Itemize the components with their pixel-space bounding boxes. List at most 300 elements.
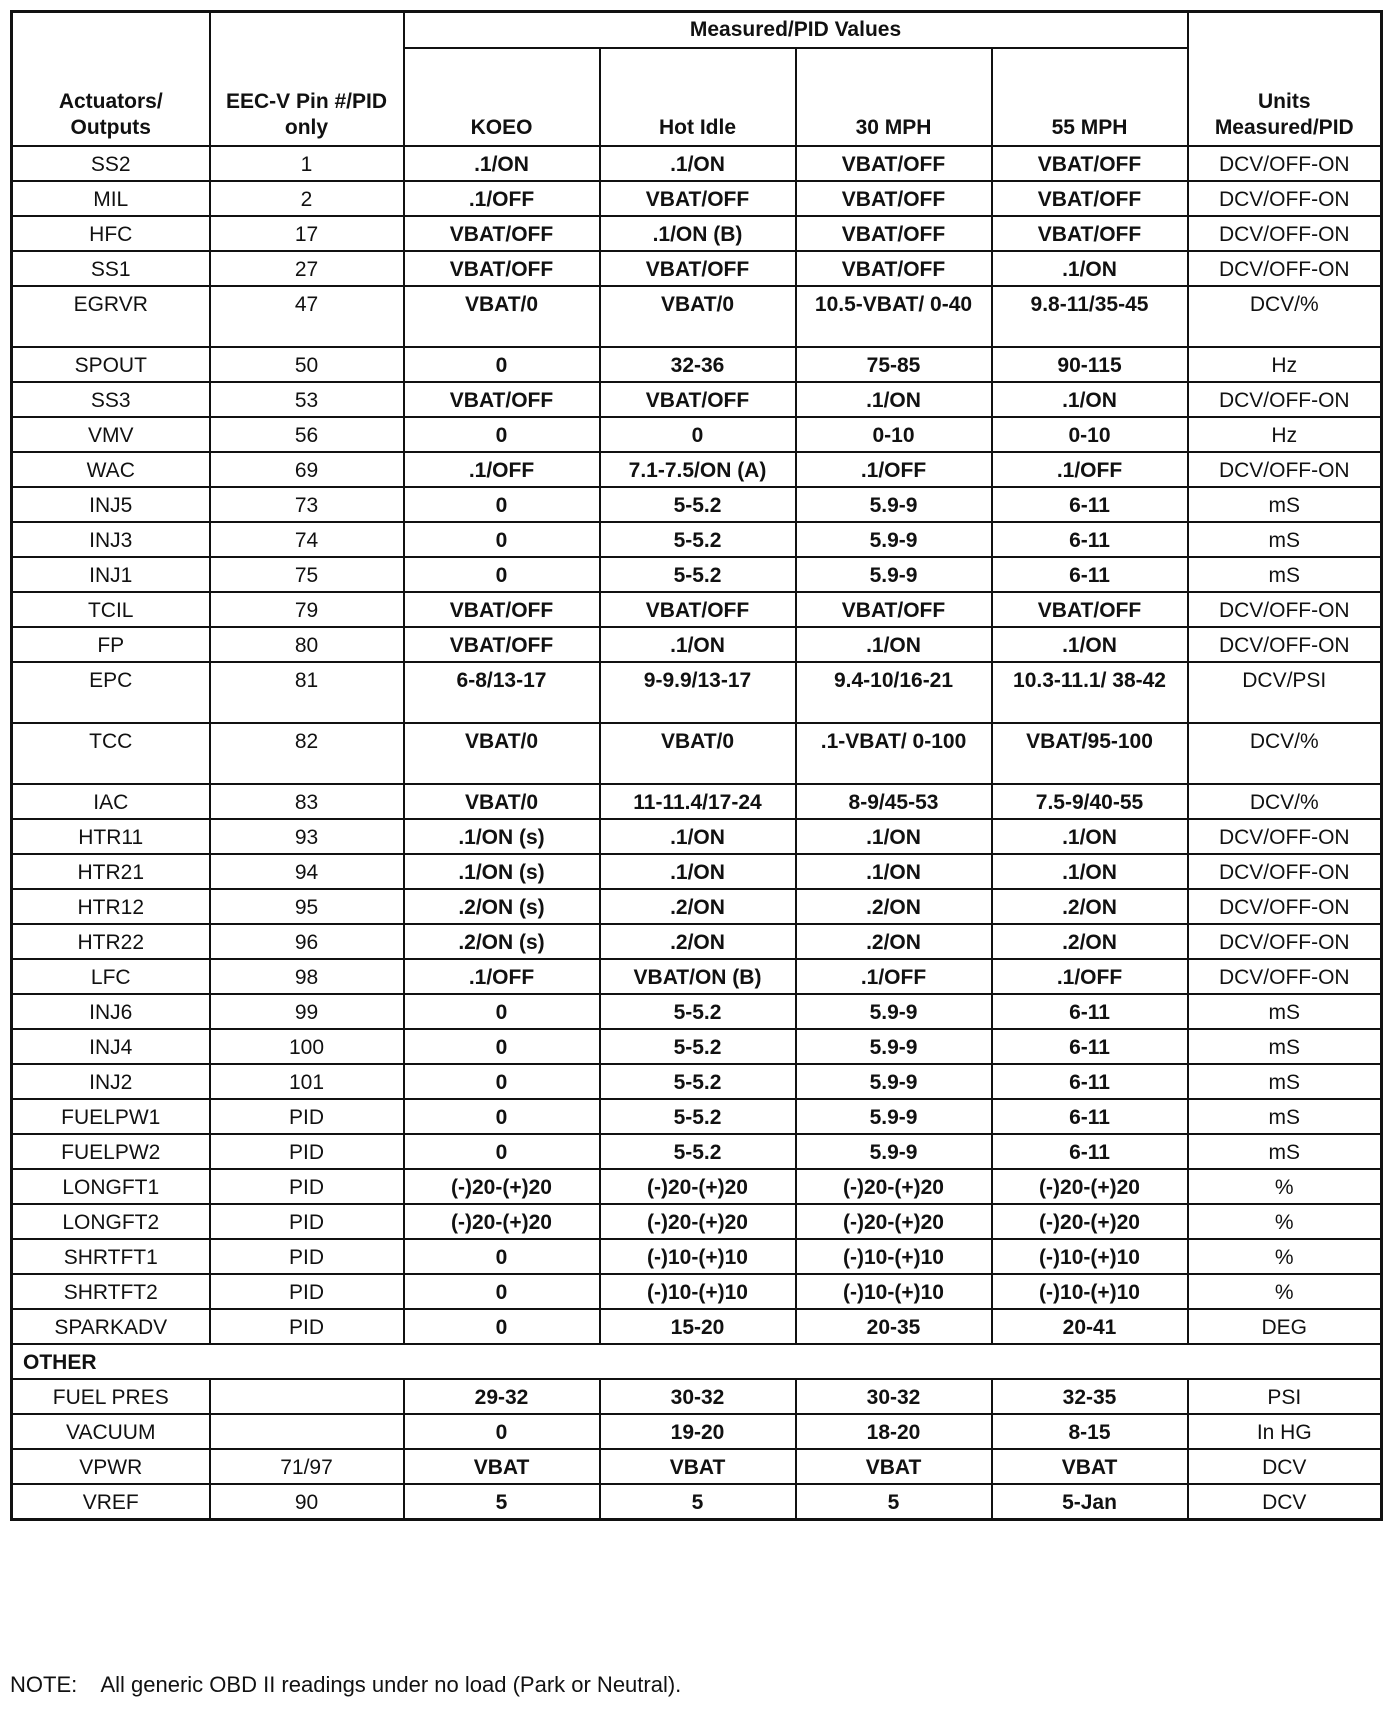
table-row — [12, 1309, 1382, 1344]
mph55-cell: (-)10-(+)10 — [992, 1274, 1188, 1309]
units-cell: mS — [1188, 994, 1382, 1029]
mph55-cell: 6-11 — [992, 1099, 1188, 1134]
table-body — [12, 146, 1382, 1520]
koeo-cell: 0 — [404, 417, 600, 452]
mph30-cell: 5.9-9 — [796, 1064, 992, 1099]
actuator-cell: INJ3 — [12, 522, 210, 557]
mph55-cell: 6-11 — [992, 1064, 1188, 1099]
koeo-cell: .1/OFF — [404, 181, 600, 216]
mph55-cell: .1/OFF — [992, 959, 1188, 994]
koeo-cell: VBAT/0 — [404, 784, 600, 819]
units-cell: DCV/OFF-ON — [1188, 452, 1382, 487]
pin-cell: 79 — [210, 592, 404, 627]
mph30-cell: VBAT/OFF — [796, 146, 992, 181]
units-cell: DCV — [1188, 1484, 1382, 1520]
pin-cell: PID — [210, 1274, 404, 1309]
units-cell: % — [1188, 1274, 1382, 1309]
pin-cell: 94 — [210, 854, 404, 889]
pin-cell: PID — [210, 1169, 404, 1204]
units-cell: DCV/OFF-ON — [1188, 216, 1382, 251]
mph30-cell: .1/OFF — [796, 959, 992, 994]
units-cell: In HG — [1188, 1414, 1382, 1449]
actuator-cell: FUEL PRES — [12, 1379, 210, 1414]
koeo-cell: VBAT/OFF — [404, 216, 600, 251]
mph55-cell: 6-11 — [992, 1134, 1188, 1169]
hot-idle-cell: 5-5.2 — [600, 994, 796, 1029]
pin-cell: PID — [210, 1309, 404, 1344]
koeo-cell: 0 — [404, 994, 600, 1029]
koeo-cell: 0 — [404, 522, 600, 557]
pin-cell — [210, 1414, 404, 1449]
header-pin: EEC-V Pin #/PID only — [210, 12, 404, 147]
koeo-cell: 0 — [404, 1064, 600, 1099]
mph30-cell: 30-32 — [796, 1379, 992, 1414]
hot-idle-cell: VBAT/ON (B) — [600, 959, 796, 994]
mph30-cell: 5.9-9 — [796, 994, 992, 1029]
actuator-cell: SS1 — [12, 251, 210, 286]
mph30-cell: VBAT/OFF — [796, 181, 992, 216]
table-row — [12, 1134, 1382, 1169]
pin-cell: PID — [210, 1239, 404, 1274]
mph30-cell: VBAT/OFF — [796, 216, 992, 251]
mph30-cell: 5 — [796, 1484, 992, 1520]
koeo-cell: .1/ON (s) — [404, 854, 600, 889]
mph30-cell: 20-35 — [796, 1309, 992, 1344]
koeo-cell: 0 — [404, 1239, 600, 1274]
hot-idle-cell: (-)10-(+)10 — [600, 1274, 796, 1309]
pin-cell: 81 — [210, 662, 404, 723]
mph55-cell: 6-11 — [992, 522, 1188, 557]
table-row — [12, 216, 1382, 251]
actuator-cell: FUELPW2 — [12, 1134, 210, 1169]
mph55-cell: 0-10 — [992, 417, 1188, 452]
table-row — [12, 146, 1382, 181]
actuator-cell: SS2 — [12, 146, 210, 181]
hot-idle-cell: .1/ON — [600, 819, 796, 854]
units-cell: mS — [1188, 1029, 1382, 1064]
pin-cell: 100 — [210, 1029, 404, 1064]
pin-cell: 53 — [210, 382, 404, 417]
mph30-cell: (-)10-(+)10 — [796, 1274, 992, 1309]
hot-idle-cell: .2/ON — [600, 889, 796, 924]
table-row — [12, 347, 1382, 382]
actuator-cell: HTR22 — [12, 924, 210, 959]
units-cell: DCV/OFF-ON — [1188, 382, 1382, 417]
pin-cell: 69 — [210, 452, 404, 487]
actuator-cell: VMV — [12, 417, 210, 452]
mph55-cell: (-)10-(+)10 — [992, 1239, 1188, 1274]
koeo-cell: 0 — [404, 1414, 600, 1449]
hot-idle-cell: (-)20-(+)20 — [600, 1169, 796, 1204]
actuator-cell: HTR21 — [12, 854, 210, 889]
koeo-cell: 0 — [404, 487, 600, 522]
hot-idle-cell: 7.1-7.5/ON (A) — [600, 452, 796, 487]
header-hot-idle: Hot Idle — [600, 48, 796, 146]
mph55-cell: 32-35 — [992, 1379, 1188, 1414]
table-row — [12, 382, 1382, 417]
table-row — [12, 959, 1382, 994]
pin-cell: PID — [210, 1204, 404, 1239]
mph55-cell: .1/OFF — [992, 452, 1188, 487]
mph55-cell: .1/ON — [992, 819, 1188, 854]
pin-cell: 74 — [210, 522, 404, 557]
actuator-cell: FUELPW1 — [12, 1099, 210, 1134]
mph30-cell: .1/ON — [796, 627, 992, 662]
koeo-cell: .2/ON (s) — [404, 924, 600, 959]
table-row — [12, 251, 1382, 286]
actuator-cell: INJ4 — [12, 1029, 210, 1064]
units-cell: mS — [1188, 487, 1382, 522]
mph55-cell: (-)20-(+)20 — [992, 1169, 1188, 1204]
pin-cell: 73 — [210, 487, 404, 522]
koeo-cell: VBAT/OFF — [404, 627, 600, 662]
table-row — [12, 924, 1382, 959]
table-row — [12, 592, 1382, 627]
actuator-cell: INJ2 — [12, 1064, 210, 1099]
hot-idle-cell: 11-11.4/17-24 — [600, 784, 796, 819]
actuator-cell: LONGFT2 — [12, 1204, 210, 1239]
table-row — [12, 1414, 1382, 1449]
hot-idle-cell: 5 — [600, 1484, 796, 1520]
table-row — [12, 627, 1382, 662]
mph55-cell: VBAT/OFF — [992, 146, 1188, 181]
koeo-cell: 0 — [404, 1134, 600, 1169]
actuator-cell: TCC — [12, 723, 210, 784]
pin-cell: 83 — [210, 784, 404, 819]
actuator-cell: VREF — [12, 1484, 210, 1520]
koeo-cell: VBAT — [404, 1449, 600, 1484]
table-row — [12, 723, 1382, 784]
table-row — [12, 1099, 1382, 1134]
actuator-cell: HFC — [12, 216, 210, 251]
koeo-cell: VBAT/0 — [404, 723, 600, 784]
mph55-cell: 6-11 — [992, 1029, 1188, 1064]
units-cell: % — [1188, 1169, 1382, 1204]
koeo-cell: 5 — [404, 1484, 600, 1520]
mph30-cell: .2/ON — [796, 924, 992, 959]
mph55-cell: 6-11 — [992, 487, 1188, 522]
koeo-cell: (-)20-(+)20 — [404, 1204, 600, 1239]
table-row — [12, 889, 1382, 924]
hot-idle-cell: 0 — [600, 417, 796, 452]
koeo-cell: .1/OFF — [404, 452, 600, 487]
table-row — [12, 1484, 1382, 1520]
mph30-cell: 5.9-9 — [796, 1134, 992, 1169]
table-row — [12, 1379, 1382, 1414]
mph55-cell: VBAT/95-100 — [992, 723, 1188, 784]
units-cell: % — [1188, 1239, 1382, 1274]
koeo-cell: 6-8/13-17 — [404, 662, 600, 723]
koeo-cell: VBAT/OFF — [404, 382, 600, 417]
units-cell: DCV/OFF-ON — [1188, 146, 1382, 181]
mph30-cell: 10.5-VBAT/ 0-40 — [796, 286, 992, 347]
mph55-cell: 7.5-9/40-55 — [992, 784, 1188, 819]
pin-cell: 101 — [210, 1064, 404, 1099]
table-row — [12, 1064, 1382, 1099]
actuator-cell: INJ1 — [12, 557, 210, 592]
actuator-cell: INJ5 — [12, 487, 210, 522]
units-cell: DCV/OFF-ON — [1188, 889, 1382, 924]
koeo-cell: VBAT/OFF — [404, 592, 600, 627]
table-row — [12, 819, 1382, 854]
units-cell: mS — [1188, 1099, 1382, 1134]
actuator-cell: INJ6 — [12, 994, 210, 1029]
mph55-cell: VBAT/OFF — [992, 216, 1188, 251]
koeo-cell: .1/OFF — [404, 959, 600, 994]
mph30-cell: .1/ON — [796, 819, 992, 854]
mph55-cell: .2/ON — [992, 924, 1188, 959]
actuator-cell: EGRVR — [12, 286, 210, 347]
mph30-cell: VBAT/OFF — [796, 251, 992, 286]
pin-cell: PID — [210, 1134, 404, 1169]
actuator-cell: FP — [12, 627, 210, 662]
table-row — [12, 1239, 1382, 1274]
mph55-cell: VBAT/OFF — [992, 181, 1188, 216]
units-cell: mS — [1188, 557, 1382, 592]
table-row — [12, 662, 1382, 723]
units-cell: Hz — [1188, 347, 1382, 382]
mph55-cell: 5-Jan — [992, 1484, 1188, 1520]
units-cell: DCV/OFF-ON — [1188, 592, 1382, 627]
hot-idle-cell: .1/ON — [600, 854, 796, 889]
units-cell: DCV/% — [1188, 784, 1382, 819]
pin-cell: 95 — [210, 889, 404, 924]
actuator-cell: SS3 — [12, 382, 210, 417]
table-row — [12, 1449, 1382, 1484]
units-cell: mS — [1188, 522, 1382, 557]
mph30-cell: 5.9-9 — [796, 557, 992, 592]
table-row — [12, 994, 1382, 1029]
table-row — [12, 557, 1382, 592]
units-cell: DCV/OFF-ON — [1188, 854, 1382, 889]
hot-idle-cell: 32-36 — [600, 347, 796, 382]
header-measured-group: Measured/PID Values — [404, 12, 1188, 49]
header-koeo: KOEO — [404, 48, 600, 146]
table-row — [12, 854, 1382, 889]
pin-cell: 27 — [210, 251, 404, 286]
hot-idle-cell: 9-9.9/13-17 — [600, 662, 796, 723]
hot-idle-cell: VBAT/OFF — [600, 251, 796, 286]
koeo-cell: .1/ON — [404, 146, 600, 181]
hot-idle-cell: .1/ON (B) — [600, 216, 796, 251]
koeo-cell: 0 — [404, 557, 600, 592]
mph30-cell: (-)10-(+)10 — [796, 1239, 992, 1274]
mph30-cell: 5.9-9 — [796, 1099, 992, 1134]
units-cell: mS — [1188, 1064, 1382, 1099]
units-cell: DCV/OFF-ON — [1188, 251, 1382, 286]
mph30-cell: 75-85 — [796, 347, 992, 382]
hot-idle-cell: 5-5.2 — [600, 557, 796, 592]
table-row — [12, 1204, 1382, 1239]
hot-idle-cell: 15-20 — [600, 1309, 796, 1344]
hot-idle-cell: VBAT — [600, 1449, 796, 1484]
pin-cell — [210, 1379, 404, 1414]
koeo-cell: 0 — [404, 1309, 600, 1344]
section-row-other — [12, 1344, 1382, 1379]
pin-cell: 50 — [210, 347, 404, 382]
units-cell: DCV/% — [1188, 723, 1382, 784]
mph55-cell: 10.3-11.1/ 38-42 — [992, 662, 1188, 723]
mph55-cell: VBAT/OFF — [992, 592, 1188, 627]
table-row — [12, 522, 1382, 557]
pin-cell: 90 — [210, 1484, 404, 1520]
mph30-cell: VBAT/OFF — [796, 592, 992, 627]
pin-cell: 99 — [210, 994, 404, 1029]
pin-cell: 96 — [210, 924, 404, 959]
actuator-cell: VACUUM — [12, 1414, 210, 1449]
actuator-cell: SPARKADV — [12, 1309, 210, 1344]
koeo-cell: 0 — [404, 1099, 600, 1134]
hot-idle-cell: 5-5.2 — [600, 1064, 796, 1099]
actuator-cell: LONGFT1 — [12, 1169, 210, 1204]
hot-idle-cell: (-)20-(+)20 — [600, 1204, 796, 1239]
pin-cell: 1 — [210, 146, 404, 181]
table-row — [12, 1169, 1382, 1204]
mph55-cell: .1/ON — [992, 382, 1188, 417]
table-row — [12, 1274, 1382, 1309]
actuator-cell: EPC — [12, 662, 210, 723]
koeo-cell: 0 — [404, 1274, 600, 1309]
koeo-cell: .1/ON (s) — [404, 819, 600, 854]
hot-idle-cell: 5-5.2 — [600, 522, 796, 557]
table-row — [12, 286, 1382, 347]
hot-idle-cell: 5-5.2 — [600, 1029, 796, 1064]
units-cell: DCV/OFF-ON — [1188, 627, 1382, 662]
actuator-cell: IAC — [12, 784, 210, 819]
pin-cell: 75 — [210, 557, 404, 592]
units-cell: DCV/OFF-ON — [1188, 181, 1382, 216]
pin-cell: 47 — [210, 286, 404, 347]
mph55-cell: .1/ON — [992, 251, 1188, 286]
hot-idle-cell: VBAT/OFF — [600, 382, 796, 417]
units-cell: DCV/OFF-ON — [1188, 819, 1382, 854]
koeo-cell: 0 — [404, 1029, 600, 1064]
hot-idle-cell: 5-5.2 — [600, 1134, 796, 1169]
hot-idle-cell: 5-5.2 — [600, 1099, 796, 1134]
mph30-cell: .1/ON — [796, 382, 992, 417]
header-actuators: Actuators/ Outputs — [12, 12, 210, 147]
actuator-cell: TCIL — [12, 592, 210, 627]
actuator-cell: HTR12 — [12, 889, 210, 924]
pin-cell: 56 — [210, 417, 404, 452]
units-cell: Hz — [1188, 417, 1382, 452]
actuator-cell: HTR11 — [12, 819, 210, 854]
mph30-cell: 8-9/45-53 — [796, 784, 992, 819]
koeo-cell: (-)20-(+)20 — [404, 1169, 600, 1204]
pid-values-sheet — [10, 10, 1380, 1521]
mph30-cell: .1-VBAT/ 0-100 — [796, 723, 992, 784]
table-row — [12, 417, 1382, 452]
actuator-cell: MIL — [12, 181, 210, 216]
hot-idle-cell: 30-32 — [600, 1379, 796, 1414]
koeo-cell: .2/ON (s) — [404, 889, 600, 924]
mph30-cell: 0-10 — [796, 417, 992, 452]
section-label: OTHER — [12, 1344, 1382, 1379]
mph30-cell: .1/ON — [796, 854, 992, 889]
pid-values-table — [10, 10, 1383, 1521]
mph55-cell: (-)20-(+)20 — [992, 1204, 1188, 1239]
table-row — [12, 181, 1382, 216]
mph30-cell: .1/OFF — [796, 452, 992, 487]
header-55mph: 55 MPH — [992, 48, 1188, 146]
mph30-cell: 5.9-9 — [796, 1029, 992, 1064]
table-row — [12, 452, 1382, 487]
pin-cell: 93 — [210, 819, 404, 854]
pin-cell: 17 — [210, 216, 404, 251]
units-cell: DCV/OFF-ON — [1188, 924, 1382, 959]
mph30-cell: 5.9-9 — [796, 487, 992, 522]
mph55-cell: 8-15 — [992, 1414, 1188, 1449]
header-30mph: 30 MPH — [796, 48, 992, 146]
mph55-cell: VBAT — [992, 1449, 1188, 1484]
mph55-cell: 20-41 — [992, 1309, 1188, 1344]
pin-cell: PID — [210, 1099, 404, 1134]
pin-cell: 80 — [210, 627, 404, 662]
hot-idle-cell: 5-5.2 — [600, 487, 796, 522]
hot-idle-cell: VBAT/OFF — [600, 181, 796, 216]
mph30-cell: VBAT — [796, 1449, 992, 1484]
units-cell: DEG — [1188, 1309, 1382, 1344]
hot-idle-cell: VBAT/0 — [600, 286, 796, 347]
hot-idle-cell: .1/ON — [600, 146, 796, 181]
koeo-cell: 29-32 — [404, 1379, 600, 1414]
pin-cell: 82 — [210, 723, 404, 784]
mph30-cell: 9.4-10/16-21 — [796, 662, 992, 723]
hot-idle-cell: .1/ON — [600, 627, 796, 662]
units-cell: mS — [1188, 1134, 1382, 1169]
mph55-cell: 6-11 — [992, 557, 1188, 592]
mph30-cell: (-)20-(+)20 — [796, 1204, 992, 1239]
actuator-cell: VPWR — [12, 1449, 210, 1484]
table-row — [12, 784, 1382, 819]
mph55-cell: .1/ON — [992, 854, 1188, 889]
actuator-cell: WAC — [12, 452, 210, 487]
koeo-cell: VBAT/OFF — [404, 251, 600, 286]
mph30-cell: .2/ON — [796, 889, 992, 924]
hot-idle-cell: 19-20 — [600, 1414, 796, 1449]
mph55-cell: 90-115 — [992, 347, 1188, 382]
mph55-cell: .1/ON — [992, 627, 1188, 662]
units-cell: DCV/% — [1188, 286, 1382, 347]
mph55-cell: 9.8-11/35-45 — [992, 286, 1188, 347]
pin-cell: 98 — [210, 959, 404, 994]
pin-cell: 2 — [210, 181, 404, 216]
actuator-cell: LFC — [12, 959, 210, 994]
hot-idle-cell: .2/ON — [600, 924, 796, 959]
mph55-cell: 6-11 — [992, 994, 1188, 1029]
koeo-cell: VBAT/0 — [404, 286, 600, 347]
units-cell: % — [1188, 1204, 1382, 1239]
actuator-cell: SPOUT — [12, 347, 210, 382]
mph55-cell: .2/ON — [992, 889, 1188, 924]
actuator-cell: SHRTFT1 — [12, 1239, 210, 1274]
units-cell: DCV/PSI — [1188, 662, 1382, 723]
mph30-cell: (-)20-(+)20 — [796, 1169, 992, 1204]
mph30-cell: 5.9-9 — [796, 522, 992, 557]
units-cell: PSI — [1188, 1379, 1382, 1414]
footnote: NOTE: All generic OBD II readings under no load (Park or Neutral). — [10, 1672, 682, 1697]
hot-idle-cell: VBAT/0 — [600, 723, 796, 784]
actuator-cell: SHRTFT2 — [12, 1274, 210, 1309]
koeo-cell: 0 — [404, 347, 600, 382]
mph30-cell: 18-20 — [796, 1414, 992, 1449]
table-row — [12, 1029, 1382, 1064]
header-units: Units Measured/PID — [1188, 12, 1382, 147]
hot-idle-cell: (-)10-(+)10 — [600, 1239, 796, 1274]
units-cell: DCV — [1188, 1449, 1382, 1484]
table-row — [12, 487, 1382, 522]
pin-cell: 71/97 — [210, 1449, 404, 1484]
